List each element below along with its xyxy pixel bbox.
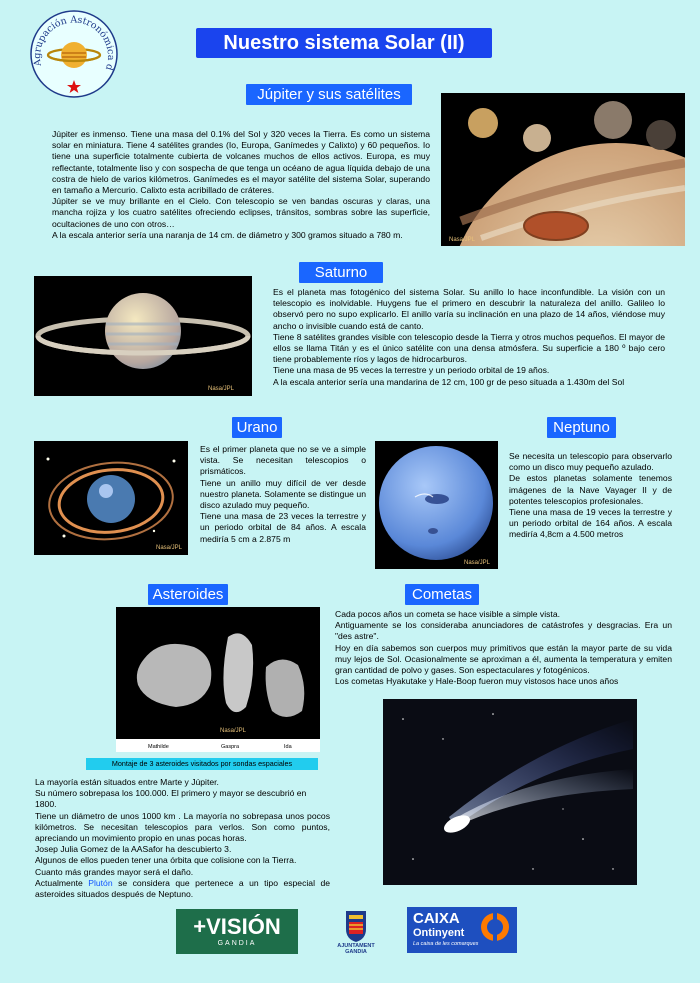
cometas-text: [335, 609, 672, 687]
urano-paragraph: Es el primer planeta que no se ve a simple vista. Se necesitan telescopios o prismáticos.: [200, 444, 366, 477]
svg-text:Agrupación Astronómica de la S: Agrupación Astronómica d: [31, 14, 117, 72]
urano-paragraph: Tiene un anillo muy difícil de ver desde nuestro planeta. Solamente se distingue un disco azulado muy pequeño.: [200, 477, 366, 511]
jupiter-paragraph: A la escala anterior sería una naranja de 14 cm. de diámetro y 300 gramos situado a 780 m.: [52, 229, 403, 240]
asteroid-label-gaspra: Gaspra: [221, 744, 240, 750]
asteroids-credit: Nasa/JPL: [220, 728, 247, 734]
pluto-link[interactable]: Plutón: [88, 877, 113, 888]
neptuno-paragraph: De estos planetas solamente tenemos imágenes de la Nave Vayager II y de potentes telescopios profesionales.: [509, 473, 672, 506]
asteroids-caption: Montaje de 3 asteroides visitados por sondas espaciales: [86, 758, 318, 770]
comet-image: [383, 699, 637, 885]
vision-gandia-logo: [176, 909, 298, 954]
jupiter-paragraph: Júpiter es inmenso. Tiene una masa del 0.1% del Sol y 320 veces la Tierra. Es como un sistema solar en miniatura. Tiene 4 satélites grandes (Io, Europa, Ganímedes y Calixto) y 60 pequeños. Io tiene una superficie totalmente cubierta de volcanes muchos de ellos activos. Europa, es muy reflectante, totalmente liso y con sospecha de que tenga un océano de agua líquida debajo de una costra de hielo de varios kilómetros. Ganímedes es el mayor satélite del sistema Solar, superando en tamaño a Mercurio. Calixto esta acribillado de cráteres.: [52, 129, 430, 196]
urano-paragraph: Tiene una masa de 23 veces la terrestre y un periodo orbital de 84 años. A escala mediría 5 cm a 2.875 m: [200, 511, 366, 544]
pluto-text-before: Actualmente: [35, 877, 89, 888]
cometas-paragraph: Hoy en día sabemos son cuerpos muy primitivos que están la mayor parte de su vida muy lejos de Sol. Ocasionalmente se aproximan a él, aumenta la temperatura y emiten gran cantidad de polvo y gases. Son espectaculares y fotogénicos.: [335, 642, 672, 676]
saturno-heading: Saturno: [299, 262, 383, 283]
asteroides-paragraph: Algunos de ellos pueden tener una órbita que colisione con la Tierra.: [35, 855, 297, 866]
page-title: Nuestro sistema Solar (II): [196, 28, 492, 58]
ajuntament-gandia-logo: [332, 903, 380, 961]
saturno-text: [273, 287, 665, 388]
jupiter-text: [52, 129, 430, 241]
urano-heading: Urano: [232, 417, 282, 438]
jupiter-credit: Nasa/JPL: [449, 237, 476, 243]
neptuno-paragraph: Tiene una masa de 19 veces la terrestre y un periodo orbital de 164 años. A escala mediría 4,8cm a 4.500 metros: [509, 507, 672, 540]
saturn-image: [34, 276, 252, 396]
ajuntament-crest-icon: [342, 909, 370, 943]
neptuno-paragraph: Se necesita un telescopio para observarlo como un disco muy pequeño azulado.: [509, 451, 672, 473]
saturno-paragraph: A la escala anterior sería una mandarina de 12 cm, 100 gr de peso situada a 1.430m del Sol: [273, 376, 625, 387]
asteroid-label-ida: Ida: [284, 744, 292, 750]
pluto-text-after: se considera que pertenece a un tipo especial de asteroides situados después de Neptuno.: [35, 877, 330, 900]
asteroides-paragraph: La mayoría están situados entre Marte y Júpiter.: [35, 777, 219, 787]
ajuntament-line1: AJUNTAMENT: [337, 943, 375, 949]
jupiter-moons-image: [441, 93, 685, 246]
neptune-credit: Nasa/JPL: [463, 560, 490, 566]
neptuno-heading: Neptuno: [547, 417, 616, 438]
cometas-paragraph: Cada pocos años un cometa se hace visible a simple vista.: [335, 609, 560, 619]
jupiter-heading: Júpiter y sus satélites: [246, 84, 412, 105]
neptune-image: [375, 441, 498, 569]
asteroides-paragraph: Josep Julia Gomez de la AASafor ha descubierto 3.: [35, 844, 232, 855]
asteroides-text: [35, 777, 330, 900]
caixa-emblem-icon: [479, 911, 511, 943]
vision-logo-sub: GANDIA: [217, 940, 257, 947]
saturno-paragraph: Tiene 8 satélites grandes visible con telescopio desde la Tierra y otros muchos pequeños. El mayor de ellos se llama Titán y es el único satélite con una densa atmósfera. Su superficie a 180 º bajo cero tiene probablemente ríos y lagos de hidrocarburos.: [273, 331, 665, 365]
vision-logo-text: +VISIÓN: [193, 914, 281, 939]
org-seal-logo: [28, 8, 120, 100]
caixa-logo-line2: Ontinyent: [413, 927, 465, 939]
uranus-image: [34, 441, 188, 555]
saturno-paragraph: Tiene una masa de 95 veces la terrestre y un periodo orbital de 19 años.: [273, 365, 550, 376]
caixa-logo-line1: CAIXA: [413, 910, 460, 927]
caixa-logo-tagline: La caixa de les comarques: [413, 941, 479, 947]
asteroides-paragraph: Tiene un diámetro de unos 1000 km . La mayoría no sobrepasa unos pocos kilómetros. Se necesitan telescopios para verlos. Son como puntos, apreciando un movimiento propio en unas pocas horas.: [35, 810, 330, 844]
cometas-paragraph: Antiguamente se los consideraba anunciadores de catástrofes y desgracias. Era un "des astre".: [335, 620, 672, 642]
asteroid-label-mathilde: Mathilde: [148, 744, 169, 750]
neptuno-text: [509, 451, 672, 541]
asteroides-paragraph: Cuanto más grandes mayor será el daño.: [35, 866, 194, 877]
saturn-credit: Nasa/JPL: [207, 386, 234, 392]
uranus-credit: Nasa/JPL: [155, 545, 182, 551]
jupiter-paragraph: Júpiter se ve muy brillante en el Cielo. Con telescopio se ven bandas oscuras y claras, una mancha rojiza y los cuatro satélites ofreciendo eclipses, tránsitos, sombras sobre las superficie, ocultaciones de uno con otros…: [52, 196, 430, 229]
asteroids-image: [116, 607, 320, 752]
asteroides-paragraph: Su número sobrepasa los 100.000. El primero y mayor se descubrió en 1800.: [35, 788, 307, 810]
cometas-paragraph: Los cometas Hyakutake y Hale-Boop fueron muy vistosos hace unos años: [335, 676, 619, 687]
cometas-heading: Cometas: [405, 584, 479, 605]
asteroides-pluto-paragraph: [35, 878, 330, 900]
urano-text: [200, 444, 366, 545]
asteroides-heading: Asteroides: [148, 584, 228, 605]
caixa-ontinyent-logo: [407, 907, 517, 953]
ajuntament-line2: GANDIA: [345, 949, 367, 955]
saturno-paragraph: Es el planeta mas fotogénico del sistema Solar. Su anillo lo hace inconfundible. La visión con un telescopio es inolvidable. Huygens fue el primero en descubrir la naturaleza del anillo. Galileo lo observó pero no supo explicarlo. El anillo varía su inclinación en una plazo de 14 años, viéndose muy ancho o invisible cuando está de canto.: [273, 287, 665, 331]
